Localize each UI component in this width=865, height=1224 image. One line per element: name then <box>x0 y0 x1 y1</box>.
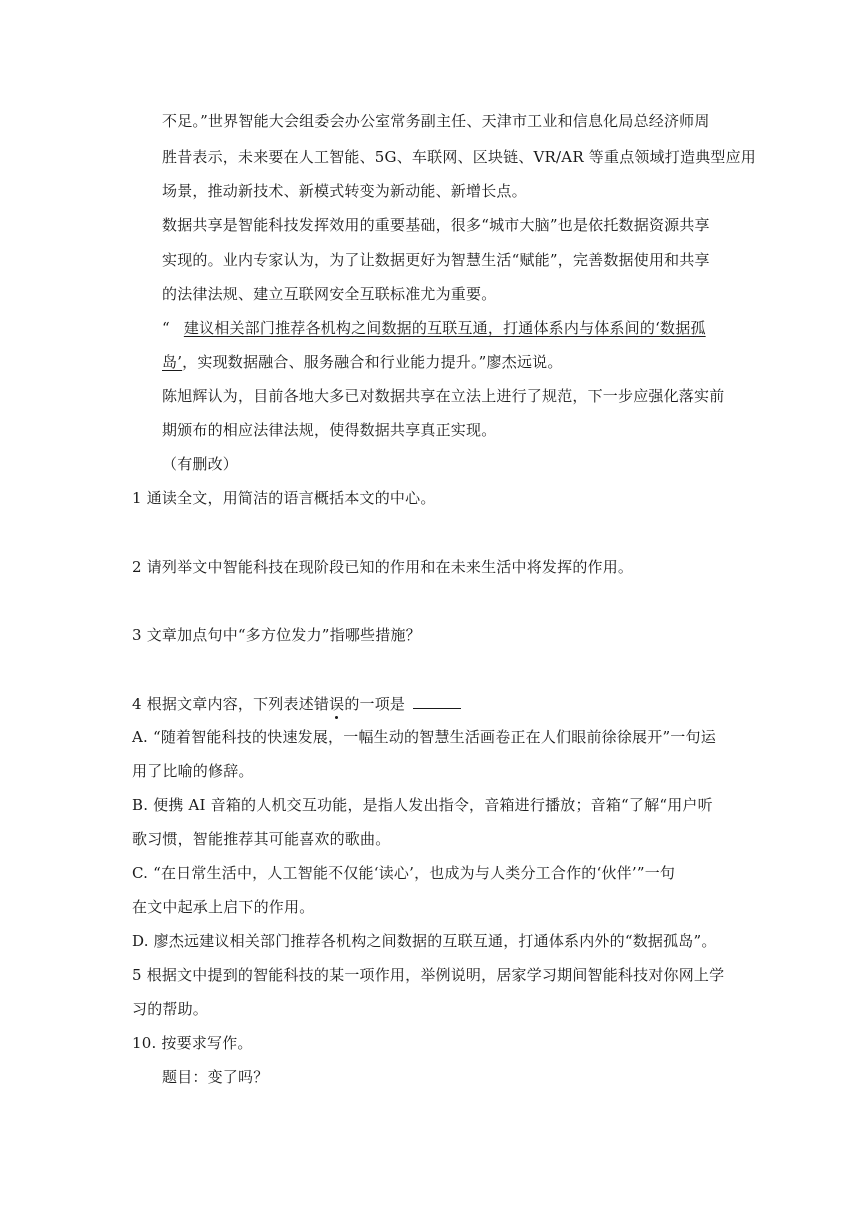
question-2: 2 请列举文中智能科技在现阶段已知的作用和在未来生活中将发挥的作用。 <box>132 558 634 576</box>
option-a-line: A. “随着智能科技的快速发展，一幅生动的智慧生活画卷正在人们眼前徐徐展开”一句运 <box>132 728 716 746</box>
passage-line <box>162 352 563 372</box>
passage-line: 场景，推动新技术、新模式转变为新动能、新增长点。 <box>162 182 527 200</box>
passage-line: 陈旭辉认为，目前各地大多已对数据共享在立法上进行了规范，下一步应强化落实前 <box>162 387 725 405</box>
question-10: 10. 按要求写作。 <box>132 1034 253 1052</box>
passage-line <box>162 318 706 338</box>
option-d-line: D. 廖杰远建议相关部门推荐各机构之间数据的互联互通，打通体系内外的“数据孤岛”。 <box>132 932 717 950</box>
writing-title: 题目：变了吗？ <box>162 1068 269 1086</box>
passage-line: 胜昔表示，未来要在人工智能、5G、车联网、区块链、VR/AR 等重点领域打造典型应用 <box>162 148 757 166</box>
question-4: 4 根据文章内容，下列表述错误的一项是 <box>132 694 461 714</box>
passage-line: 期颁布的相应法律法规，使得数据共享真正实现。 <box>162 421 497 439</box>
question-5: 5 根据文中提到的智能科技的某一项作用，举例说明，居家学习期间智能科技对你网上学 <box>132 966 725 984</box>
passage-line: 不足。”世界智能大会组委会办公室常务副主任、天津市工业和信息化局总经济师周 <box>162 112 710 130</box>
option-b-line: 歌习惯，智能推荐其可能喜欢的歌曲。 <box>132 830 391 848</box>
emphasis-dot-char: 误 <box>329 695 345 713</box>
passage-text: ，实现数据融合、服务融合和行业能力提升。”廖杰远说。 <box>182 353 563 371</box>
underlined-sentence: 建议相关部门推荐各机构之间数据的互联互通，打通体系内与体系间的‘数据孤 <box>183 319 706 337</box>
option-b-line: B. 便携 AI 音箱的人机交互功能，是指人发出指令，音箱进行播放；音箱“了解“用户听 <box>132 796 713 814</box>
option-c-line: C. “在日常生活中，人工智能不仅能‘读心’，也成为与人类分工合作的‘伙伴’”一句 <box>132 864 676 882</box>
passage-line: 的法律法规、建立互联网安全互联标准尤为重要。 <box>162 285 497 303</box>
question-5: 习的帮助。 <box>132 1000 209 1018</box>
answer-blank[interactable] <box>413 694 461 709</box>
passage-line: 数据共享是智能科技发挥效用的重要基础，很多“城市大脑”也是依托数据资源共享 <box>162 216 710 234</box>
source-note: （有删改） <box>162 455 239 473</box>
option-a-line: 用了比喻的修辞。 <box>132 762 254 780</box>
option-c-line: 在文中起承上启下的作用。 <box>132 898 315 916</box>
underlined-sentence: 岛’ <box>162 353 183 371</box>
passage-line: 实现的。业内专家认为，为了让数据更好为智慧生活“赋能”，完善数据使用和共享 <box>162 251 710 269</box>
question-3: 3 文章加点句中“多方位发力”指哪些措施？ <box>132 626 421 644</box>
quote-open: “ <box>162 319 170 337</box>
question-1: 1 通读全文，用简洁的语言概括本文的中心。 <box>132 489 436 507</box>
